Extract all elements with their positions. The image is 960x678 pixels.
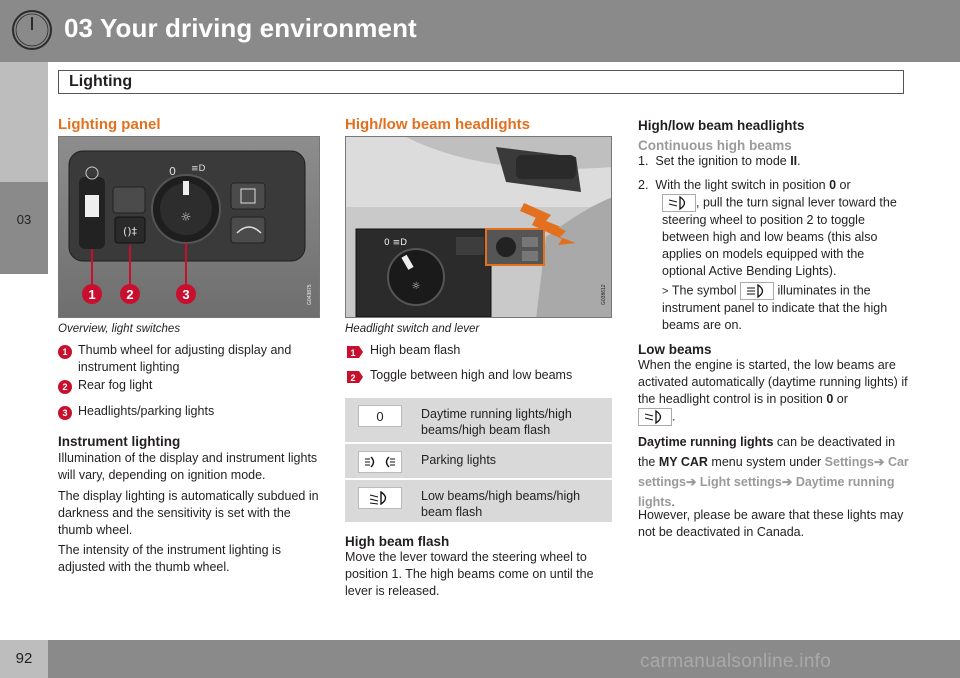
position-description: Parking lights — [421, 453, 497, 467]
car-settings-link[interactable]: Car settings — [638, 455, 909, 489]
arrow-right-icon: ➔ — [873, 455, 885, 469]
section-bar — [58, 70, 904, 94]
high-low-beam-heading-right: High/low beam headlights — [638, 118, 805, 133]
callout-1: 1 — [88, 287, 96, 302]
callout-3: 3 — [182, 287, 190, 302]
paragraph: Illumination of the display and instrument lights will vary, depending on ignition mode. — [58, 451, 318, 482]
result-note: > The symbol illuminates in the instrument panel to indicate that the high beams are on. — [662, 283, 888, 333]
item-badge-2: 2 — [58, 380, 72, 394]
svg-text:2: 2 — [350, 373, 356, 383]
photo-caption: Overview, light switches — [58, 323, 181, 335]
lever-position-2-icon — [347, 371, 363, 383]
switch-positions-table — [345, 398, 612, 524]
arrow-right-icon: ➔ — [685, 475, 697, 489]
instrument-lighting-heading: Instrument lighting — [58, 434, 181, 449]
svg-text:()‡: ()‡ — [122, 225, 138, 238]
photo-code: G043875 — [307, 284, 313, 305]
high-beam-indicator-icon — [740, 282, 774, 300]
item-text-2: Rear fog light — [78, 378, 153, 392]
light-switch-illustration — [59, 137, 320, 318]
svg-text:☼: ☼ — [411, 281, 421, 292]
position-description: Low beams/high beams/high beam flash — [421, 489, 581, 519]
page-header — [0, 0, 960, 62]
chapter-number: 03 — [16, 212, 32, 227]
headlight-lever-illustration — [346, 137, 612, 318]
svg-text:1: 1 — [350, 348, 356, 358]
paragraph: The intensity of the instrument lighting is adjusted with the thumb wheel. — [58, 543, 282, 574]
table-row — [345, 444, 612, 478]
high-beam-flash-heading: High beam flash — [345, 534, 450, 549]
headlight-lever-photo — [345, 136, 612, 318]
low-beam-icon — [358, 487, 402, 509]
svg-text:≡D: ≡D — [191, 164, 206, 174]
item-text-3: Headlights/parking lights — [78, 404, 215, 418]
item-text-1: Thumb wheel for adjusting display and instrument lighting — [78, 343, 292, 374]
lighting-panel-heading: Lighting panel — [58, 116, 161, 133]
svg-text:0 ≡D: 0 ≡D — [384, 238, 408, 248]
section-title: Lighting — [69, 73, 133, 90]
low-beams-heading: Low beams — [638, 342, 712, 357]
table-row — [345, 480, 612, 522]
paragraph: Move the lever toward the steering wheel to position 1. The high beams come on until the lever is released. — [345, 550, 594, 598]
gauge-icon — [10, 8, 54, 52]
canada-paragraph: However, please be aware that these lights may not be deactivated in Canada. — [638, 508, 904, 539]
switch-zero-label: 0 — [169, 165, 176, 178]
low-beams-paragraph: When the engine is started, the low beams are activated automatically (daytime running lights) if the headlight control is in position 0 or . — [638, 357, 910, 426]
page-number: 92 — [15, 650, 33, 667]
low-beam-icon — [638, 408, 672, 426]
settings-link[interactable]: Settings — [824, 455, 874, 469]
step-2: 2. With the light switch in position 0 or — [638, 178, 851, 192]
item-badge-3: 3 — [58, 406, 72, 420]
callout-2: 2 — [126, 287, 134, 302]
drl-paragraph: Daytime running lights can be deactivated in the MY CAR menu system under Settings➔ Car settings➔ Light settings➔ Daytime running lights. — [638, 435, 909, 509]
item-text: Toggle between high and low beams — [370, 368, 573, 382]
chapter-title: 03 Your driving environment — [64, 13, 417, 43]
step-2-continued: , pull the turn signal lever toward the steering wheel to position 2 to toggle between high and low beams (this also applies on models equipped with the optional Active Bending Lights). — [662, 195, 897, 278]
svg-text:☼: ☼ — [180, 210, 192, 224]
continuous-high-beams-heading: Continuous high beams — [638, 138, 792, 153]
table-row — [345, 398, 612, 442]
light-switch-photo — [58, 136, 320, 318]
photo-code: G038612 — [601, 284, 607, 305]
lever-position-1-icon — [347, 346, 363, 358]
paragraph: The display lighting is automatically subdued in darkness and the sensitivity is set with the thumb wheel. — [58, 489, 319, 537]
photo-caption: Headlight switch and lever — [345, 323, 480, 335]
arrow-right-icon: ➔ — [781, 475, 793, 489]
daytime-running-lights-link[interactable]: Daytime running lights — [638, 475, 895, 509]
item-text: High beam flash — [370, 343, 461, 357]
parking-lights-icon — [358, 451, 402, 473]
low-beam-icon — [662, 194, 696, 212]
watermark: carmanualsonline.info — [640, 651, 832, 672]
step-1: 1. Set the ignition to mode II. — [638, 154, 801, 168]
position-description: Daytime running lights/high beams/high beam flash — [421, 407, 572, 437]
item-badge-1: 1 — [58, 345, 72, 359]
high-low-beam-heading: High/low beam headlights — [345, 116, 531, 133]
chapter-side-tab — [0, 62, 48, 274]
position-zero-symbol: 0 — [358, 405, 402, 427]
light-settings-link[interactable]: Light settings — [699, 475, 782, 489]
